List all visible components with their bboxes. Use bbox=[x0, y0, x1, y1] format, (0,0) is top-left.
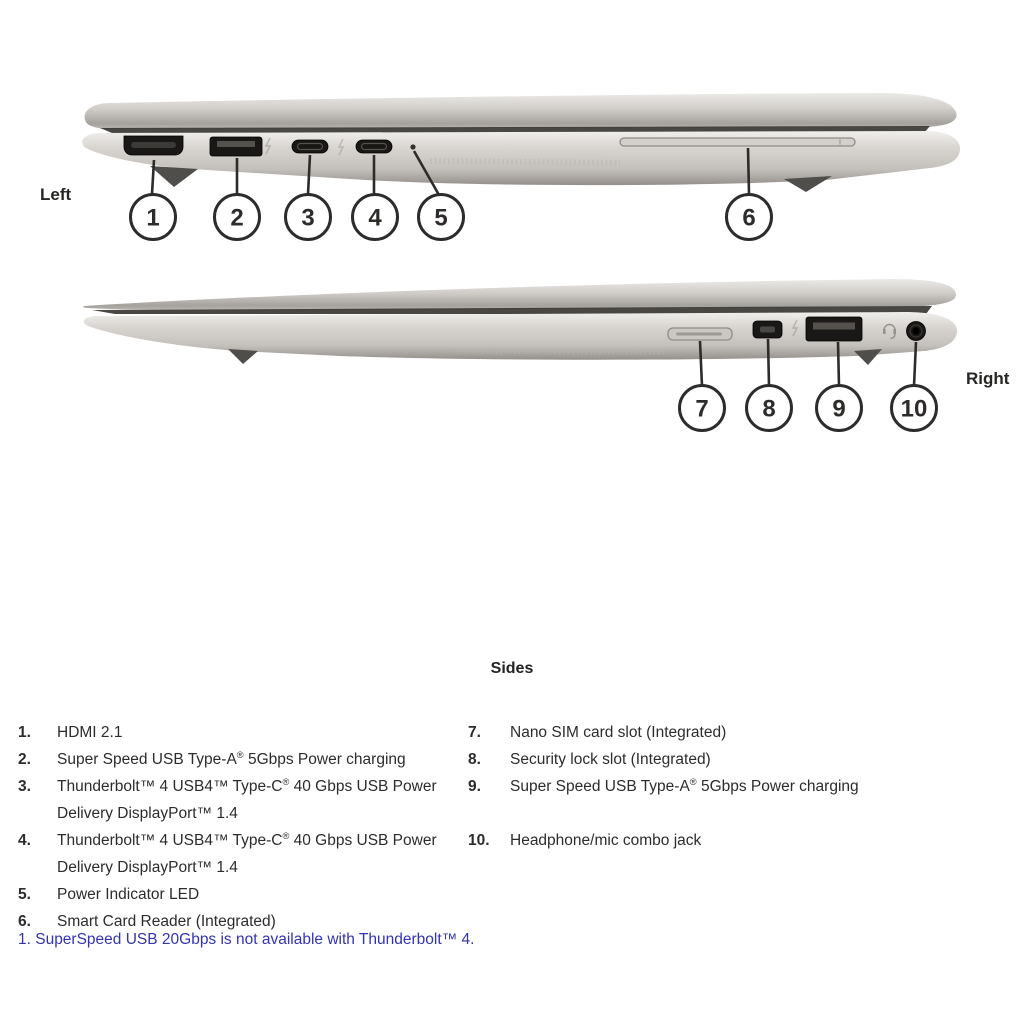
smart-card-slot bbox=[620, 138, 855, 146]
legend-item: Power Indicator LED bbox=[57, 886, 200, 903]
legend-num: 3. bbox=[18, 778, 31, 795]
callout-8-num: 8 bbox=[762, 395, 776, 423]
legend-num: 2. bbox=[18, 751, 31, 768]
legend-num: 9. bbox=[468, 778, 481, 795]
legend-item: Thunderbolt™ 4 USB4™ Type-C® 40 Gbps USB Power Delivery DisplayPort™ 1.4 bbox=[57, 830, 437, 876]
callout-line-1 bbox=[152, 160, 154, 194]
callout-9-num: 9 bbox=[832, 395, 846, 423]
usb-a-tongue bbox=[217, 141, 255, 147]
legend-item: HDMI 2.1 bbox=[57, 724, 123, 741]
callout-10-num: 10 bbox=[900, 395, 928, 423]
laptop-left-side-view bbox=[0, 0, 1024, 250]
callout-1-num: 1 bbox=[146, 204, 160, 232]
legend-num: 5. bbox=[18, 886, 31, 903]
hdmi-port-inner bbox=[131, 142, 176, 148]
legend-item: Super Speed USB Type-A® 5Gbps Power charging bbox=[510, 776, 859, 795]
left-view-label: Left bbox=[40, 185, 72, 204]
legend-num: 1. bbox=[18, 724, 31, 741]
legend-num: 7. bbox=[468, 724, 481, 741]
callout-5-num: 5 bbox=[434, 204, 448, 232]
callout-2-num: 2 bbox=[230, 204, 244, 232]
callout-4-num: 4 bbox=[368, 204, 382, 232]
security-lock-slot-inner bbox=[760, 327, 775, 333]
laptop-lid bbox=[85, 93, 957, 129]
section-title: Sides bbox=[490, 660, 534, 677]
callout-6-num: 6 bbox=[742, 204, 756, 232]
power-led bbox=[410, 144, 415, 149]
footnote: 1. SuperSpeed USB 20Gbps is not available with Thunderbolt™ 4. bbox=[18, 931, 475, 948]
legend-num: 10. bbox=[468, 832, 490, 849]
usb-a-tongue bbox=[813, 323, 855, 330]
laptop-lid bbox=[83, 279, 956, 310]
sim-card-slot-inner bbox=[676, 333, 722, 336]
right-view-label: Right bbox=[966, 369, 1010, 388]
legend-num: 8. bbox=[468, 751, 481, 768]
headphone-jack-hole bbox=[912, 327, 919, 334]
rubber-foot bbox=[150, 166, 198, 187]
callout-line-9 bbox=[838, 342, 839, 386]
ports-legend bbox=[18, 719, 1010, 935]
laptop-right-side-view bbox=[0, 250, 1024, 450]
legend-item: Super Speed USB Type-A® 5Gbps Power charging bbox=[57, 749, 406, 768]
rubber-foot bbox=[228, 349, 258, 364]
legend-item: Headphone/mic combo jack bbox=[510, 832, 702, 849]
rubber-foot bbox=[854, 349, 882, 365]
legend-item: Nano SIM card slot (Integrated) bbox=[510, 724, 727, 741]
legend-num: 4. bbox=[18, 832, 31, 849]
legend-item: Thunderbolt™ 4 USB4™ Type-C® 40 Gbps USB Power Delivery DisplayPort™ 1.4 bbox=[57, 776, 437, 822]
callout-line-6 bbox=[748, 148, 749, 194]
callout-3-num: 3 bbox=[301, 204, 315, 232]
callout-7-num: 7 bbox=[695, 395, 709, 423]
legend-num: 6. bbox=[18, 913, 31, 930]
legend-item: Security lock slot (Integrated) bbox=[510, 751, 711, 768]
legend-item: Smart Card Reader (Integrated) bbox=[57, 913, 276, 930]
callout-line-8 bbox=[768, 339, 769, 386]
